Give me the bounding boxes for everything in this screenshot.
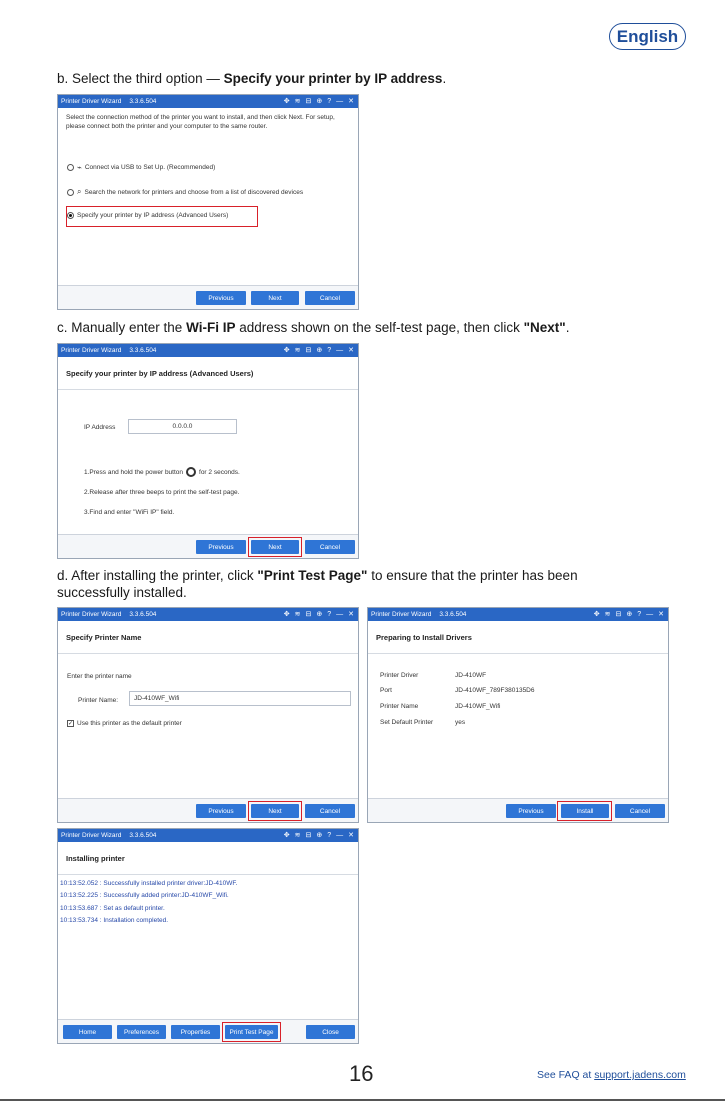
cancel-button[interactable]: Cancel: [305, 540, 355, 554]
help-icon[interactable]: ?: [327, 98, 332, 105]
help-icon[interactable]: ?: [637, 611, 642, 618]
window-footer: [58, 1019, 358, 1043]
highlight-print-test-page: [222, 1022, 281, 1042]
printer-icon[interactable]: ⊟: [305, 611, 312, 618]
window-controls: [284, 344, 354, 357]
log-line: 10:13:52.052 : Successfully installed printer driver:JD-410WF.: [60, 880, 238, 887]
install-button[interactable]: Install: [561, 804, 609, 818]
window-controls: [284, 829, 354, 842]
minimize-icon[interactable]: —: [336, 347, 344, 354]
option-usb[interactable]: ⌁ Connect via USB to Set Up. (Recommended): [67, 163, 215, 172]
ip-address-input[interactable]: 0.0.0.0: [128, 419, 237, 434]
log-line: 10:13:53.734 : Installation completed.: [60, 917, 169, 924]
close-icon[interactable]: ✕: [348, 98, 354, 105]
network-search-icon: ⌕: [77, 187, 82, 196]
page-number: 16: [349, 1061, 374, 1086]
window-titlebar: Printer Driver Wizard 3.3.6.504 ✥ ≋ ⊟ ⊕ ? — ✕: [368, 608, 668, 621]
power-button-icon: [186, 467, 196, 477]
globe-icon[interactable]: ⊕: [316, 611, 323, 618]
driver-key: Printer Driver: [380, 672, 419, 679]
wizard-window-printer-name: [57, 607, 359, 823]
globe-icon[interactable]: ⊕: [626, 611, 633, 618]
window-titlebar: Printer Driver Wizard 3.3.6.504 ✥ ≋ ⊟ ⊕ ? — ✕: [58, 608, 358, 621]
window-header: Specify your printer by IP address (Advanced Users): [58, 357, 358, 390]
home-button[interactable]: Home: [63, 1025, 112, 1039]
wizard-window-preparing-drivers: [367, 607, 669, 823]
cancel-button[interactable]: Cancel: [615, 804, 665, 818]
window-footer: [368, 798, 668, 822]
wizard-window-installing: [57, 828, 359, 1044]
globe-icon[interactable]: ⊕: [316, 832, 323, 839]
window-header: Preparing to Install Drivers: [368, 621, 668, 654]
printer-name-label: Printer Name:: [78, 697, 119, 704]
next-button[interactable]: Next: [251, 540, 299, 554]
usb-icon: ⌁: [77, 163, 82, 172]
layers-icon[interactable]: ≋: [294, 611, 301, 618]
window-titlebar: Printer Driver Wizard 3.3.6.504 ✥ ≋ ⊟ ⊕ ? — ✕: [58, 95, 358, 108]
language-badge[interactable]: English: [609, 23, 686, 50]
port-key: Port: [380, 687, 392, 694]
move-icon[interactable]: ✥: [593, 611, 600, 618]
previous-button[interactable]: Previous: [506, 804, 556, 818]
window-controls: [284, 608, 354, 621]
printer-name-input[interactable]: JD-410WF_Wifi: [129, 691, 351, 706]
window-footer: [58, 285, 358, 309]
printer-name-prompt: Enter the printer name: [67, 673, 132, 680]
wizard-window-ip-address: [57, 343, 359, 559]
wizard-window-connection-method: [57, 94, 359, 310]
instruction-2: 2.Release after three beeps to print the self-test page.: [84, 489, 240, 496]
step-b-text: b. Select the third option — Specify your printer by IP address.: [57, 71, 447, 86]
cancel-button[interactable]: Cancel: [305, 804, 355, 818]
printer-name-key: Printer Name: [380, 703, 419, 710]
ip-address-label: IP Address: [84, 424, 116, 431]
step-c-text: c. Manually enter the Wi-Fi IP address shown on the self-test page, then click "Next".: [57, 320, 570, 335]
preferences-button[interactable]: Preferences: [117, 1025, 166, 1039]
default-key: Set Default Printer: [380, 719, 434, 726]
highlight-install: [557, 801, 612, 821]
next-button[interactable]: Next: [251, 291, 299, 305]
instruction-1: 1.Press and hold the power button for 2 seconds.: [84, 468, 240, 476]
window-header: Installing printer: [58, 842, 358, 875]
previous-button[interactable]: Previous: [196, 540, 246, 554]
highlight-ip-option: [66, 206, 258, 227]
layers-icon[interactable]: ≋: [294, 347, 301, 354]
window-controls: [284, 95, 354, 108]
driver-value: JD-410WF: [455, 672, 487, 679]
printer-icon[interactable]: ⊟: [305, 98, 312, 105]
help-icon[interactable]: ?: [327, 611, 332, 618]
step-d-text: d. After installing the printer, click "Print Test Page" to ensure that the printer has been successfully installed.: [57, 568, 578, 600]
window-footer: [58, 534, 358, 558]
cancel-button[interactable]: Cancel: [305, 291, 355, 305]
printer-name-value: JD-410WF_Wifi: [455, 703, 501, 710]
window-footer: [58, 798, 358, 822]
default-value: yes: [455, 719, 466, 726]
printer-icon[interactable]: ⊟: [305, 832, 312, 839]
close-icon[interactable]: ✕: [658, 611, 664, 618]
default-printer-checkbox[interactable]: ✓: [68, 721, 74, 727]
option-network-search[interactable]: ⌕ Search the network for printers and choose from a list of discovered devices: [67, 187, 303, 197]
highlight-next: [248, 801, 302, 821]
faq-link[interactable]: support.jadens.com: [594, 1069, 686, 1081]
minimize-icon[interactable]: —: [336, 611, 344, 618]
instruction-3: 3.Find and enter "WiFi IP" field.: [84, 509, 175, 516]
globe-icon[interactable]: ⊕: [316, 98, 323, 105]
window-titlebar: Printer Driver Wizard 3.3.6.504 ✥ ≋ ⊟ ⊕ ? — ✕: [58, 344, 358, 357]
layers-icon[interactable]: ≋: [294, 832, 301, 839]
move-icon[interactable]: ✥: [283, 832, 290, 839]
option-ip-address[interactable]: Specify your printer by IP address (Advanced Users): [67, 212, 228, 219]
layers-icon[interactable]: ≋: [294, 98, 301, 105]
move-icon[interactable]: ✥: [283, 347, 290, 354]
print-test-page-button[interactable]: Print Test Page: [225, 1025, 278, 1039]
radio-network-search[interactable]: [67, 189, 74, 196]
radio-usb[interactable]: [67, 164, 74, 171]
bottom-divider: [0, 1099, 725, 1101]
highlight-next: [248, 537, 302, 557]
next-button[interactable]: Next: [251, 804, 299, 818]
printer-icon[interactable]: ⊟: [305, 347, 312, 354]
close-icon[interactable]: ✕: [348, 611, 354, 618]
close-icon[interactable]: ✕: [348, 347, 354, 354]
layers-icon[interactable]: ≋: [604, 611, 611, 618]
log-line: 10:13:52.225 : Successfully added printer:JD-410WF_Wifi.: [60, 892, 229, 899]
globe-icon[interactable]: ⊕: [316, 347, 323, 354]
close-icon[interactable]: ✕: [348, 832, 354, 839]
minimize-icon[interactable]: —: [336, 98, 344, 105]
log-line: 10:13:53.687 : Set as default printer.: [60, 905, 165, 912]
previous-button[interactable]: Previous: [196, 804, 246, 818]
help-icon[interactable]: ?: [327, 832, 332, 839]
window-header: Specify Printer Name: [58, 621, 358, 654]
properties-button[interactable]: Properties: [171, 1025, 220, 1039]
move-icon[interactable]: ✥: [283, 611, 290, 618]
move-icon[interactable]: ✥: [283, 98, 290, 105]
window-titlebar: Printer Driver Wizard 3.3.6.504 ✥ ≋ ⊟ ⊕ ? — ✕: [58, 829, 358, 842]
help-icon[interactable]: ?: [327, 347, 332, 354]
previous-button[interactable]: Previous: [196, 291, 246, 305]
default-printer-option[interactable]: ✓ Use this printer as the default printer: [68, 720, 182, 727]
window-controls: [594, 608, 664, 621]
minimize-icon[interactable]: —: [646, 611, 654, 618]
minimize-icon[interactable]: —: [336, 832, 344, 839]
faq-note: See FAQ at support.jadens.com: [537, 1069, 686, 1081]
close-button[interactable]: Close: [306, 1025, 355, 1039]
connection-intro: Select the connection method of the printer you want to install, and then click Next. For setup, please connect both the printer and your computer to the same router.: [66, 114, 335, 130]
printer-icon[interactable]: ⊟: [615, 611, 622, 618]
port-value: JD-410WF_789F380135D6: [455, 687, 535, 694]
